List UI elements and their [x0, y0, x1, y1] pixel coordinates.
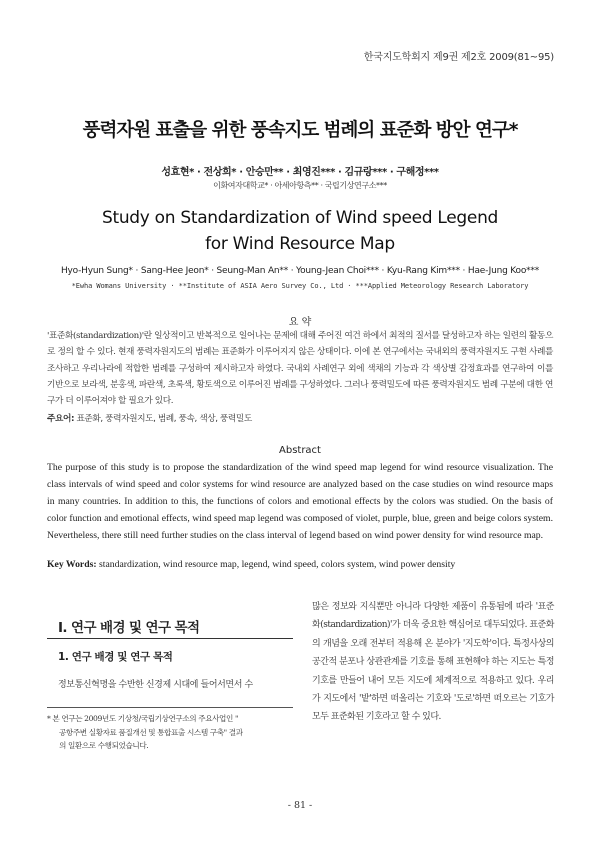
- title-english: [0, 205, 600, 257]
- authors-english: Hyo-Hyun Sung* · Sang-Hee Jeon* · Seung-Man An** · Young-Jean Choi*** · Kyu-Rang Kim*** · Hae-Jung Koo***: [60, 266, 540, 276]
- abstract-english-heading: Abstract: [279, 445, 321, 456]
- body-text-left: 정보통신혁명을 수반한 신경제 시대에 들어서면서 수: [58, 680, 253, 690]
- keywords-english-list: standardization, wind resource map, legend, wind speed, colors system, wind power density: [99, 559, 456, 570]
- title-english-line2: for Wind Resource Map: [205, 234, 395, 254]
- keywords-english: [47, 559, 553, 570]
- subsection-1-title: 1. 연구 배경 및 연구 목적: [58, 651, 173, 663]
- authors-korean: 성효현* · 전상희* · 안승만** · 최영진*** · 김규랑*** · 구해정***: [161, 167, 439, 178]
- keywords-korean-list: 표준화, 풍력자원지도, 범례, 풍속, 색상, 풍력밀도: [76, 414, 252, 424]
- footnote-line-1: * 본 연구는 2009년도 기상청/국립기상연구소의 주요사업인 ": [47, 714, 239, 723]
- journal-header: 한국지도학회지 제9권 제2호 2009(81~95): [363, 52, 554, 63]
- keywords-english-label: Key Words:: [47, 559, 97, 570]
- footnote-line-2: 공항주변 실황자료 품질개선 및 통합표출 시스템 구축" 결과: [59, 727, 243, 737]
- affiliations-english: *Ewha Womans University · **Institute of ASIA Aero Survey Co., Ltd · ***Applied Meteorology Research Laboratory: [71, 282, 529, 290]
- keywords-korean-label: 주요어:: [47, 414, 75, 424]
- section-1-title: I. 연구 배경 및 연구 목적: [58, 620, 200, 636]
- title-korean: 풍력자원 표출을 위한 풍속지도 범례의 표준화 방안 연구*: [82, 120, 518, 141]
- keywords-korean: [47, 412, 553, 424]
- abstract-korean-body: '표준화(standardization)'란 일상적이고 반복적으로 일어나는 문제에 대해 주어진 여건 하에서 최적의 질서를 달성하고자 하는 일련의 활동으로 정의 할 수 있다. 현재 풍력자원지도의 범례는 표준화가 이루어지지 않은 상태이다. 이에 본 연구에서는 국내외의 풍력자원지도 구현 사례를 조사하고 우리나라에 적합한 범례를 구성하여 제시하고자 하였다. 국내외 사례연구 외에 색채의 기능과 각 색상별 감정효과를 연구하여 이를 기반으로 보라색, 분홍색, 파란색, 초록색, 황토색으로 이루어진 범례를 구성하였다. 그러나 풍력밀도에 따른 풍력자원지도 범례 구분에 대한 연구가 더 이루어져야 할 필요가 있다.: [47, 331, 553, 407]
- page-number: - 81 -: [287, 800, 313, 811]
- section-1-rule: [47, 638, 293, 639]
- footnote-line-3: 의 일환으로 수행되었습니다.: [59, 741, 149, 751]
- body-text-right: 많은 정보와 지식뿐만 아니라 다양한 제품이 유통됨에 따라 '표준화(standardization)'가 더욱 중요한 핵심어로 대두되었다. 표준화의 개념을 오래 전부터 적용해 온 분야가 '지도학'이다. 특정사상의 공간적 분포나 상관관계를 기호를 통해 표현해야 하는 지도는 특정기호를 만들어 내어 모든 지도에 체계적으로 적용하고 있다. 우리가 지도에서 '밭'하면 떠올리는 기호와 '도로'하면 떠오르는 기호가 모두 표준화된 기호라고 할 수 있다.: [312, 602, 554, 723]
- abstract-english-body: The purpose of this study is to propose the standardization of the wind speed map legend for wind resource visualization. The class intervals of wind speed and color systems for wind resource are analyzed based on the case studies on wind resource maps in many countries. In addition to this, the functions of colors and emotional effects by the colors was studied. On the basis of color function and emotional effects, wind speed map legend was composed of violet, purple, blue, green and beige colors system. Nevertheless, there still need further studies on the class interval of legend based on wind power density for wind resource map.: [47, 462, 553, 541]
- abstract-korean-heading: 요 약: [288, 317, 312, 328]
- footnote: [47, 712, 293, 753]
- title-english-line1: Study on Standardization of Wind speed Legend: [101, 208, 499, 228]
- affiliations-korean: 이화여자대학교* · 아세아항측** · 국립기상연구소***: [213, 181, 387, 190]
- footnote-rule: [47, 707, 293, 708]
